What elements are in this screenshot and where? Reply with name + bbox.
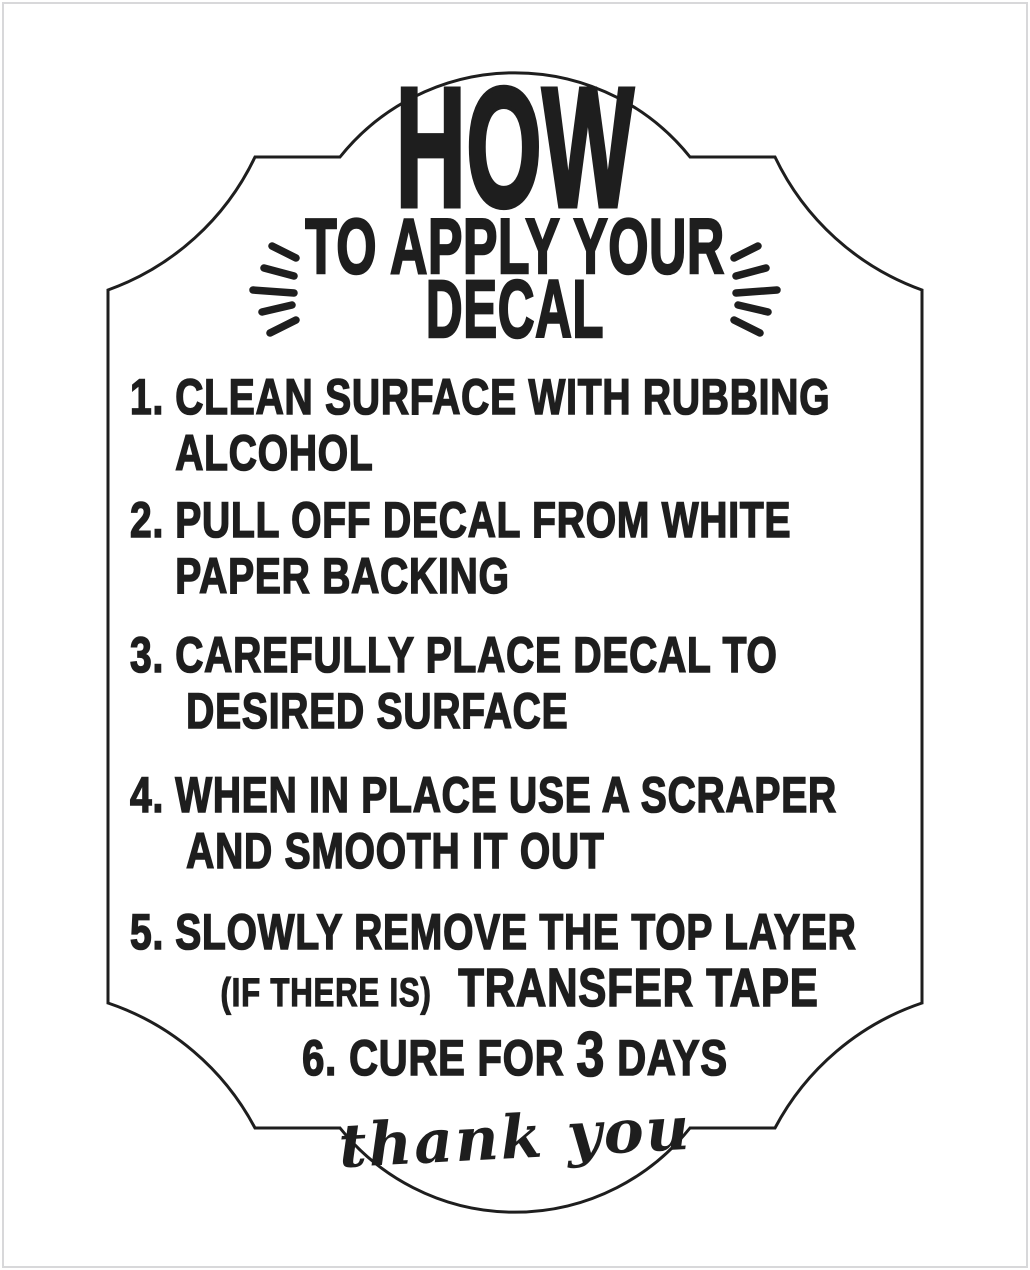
burst-right-icon <box>734 246 777 333</box>
step-text-line: SLOWLY REMOVE THE TOP LAYER <box>175 904 857 960</box>
step-text-line: ALCOHOL <box>175 425 374 481</box>
burst-left-icon <box>253 246 296 333</box>
cure-days-number: 3 <box>576 1020 606 1090</box>
step-number: 2. <box>130 492 165 548</box>
step-text-pre: CURE FOR <box>349 1030 565 1086</box>
thank-you-script: thank you <box>337 1093 693 1183</box>
step-number: 4. <box>130 767 165 823</box>
title-line2: TO APPLY YOUR <box>305 202 725 290</box>
step-item-1 <box>130 369 830 481</box>
step-number: 5. <box>130 904 165 960</box>
title-line3: DECAL <box>425 264 605 355</box>
step-item-6 <box>302 1020 728 1090</box>
step-number: 6. <box>302 1030 338 1086</box>
step-item-3 <box>130 627 778 739</box>
step-text-line: CAREFULLY PLACE DECAL TO <box>175 627 778 683</box>
step-item-5 <box>130 904 857 1021</box>
step-text-post: DAYS <box>617 1030 728 1086</box>
step-item-2 <box>130 492 791 604</box>
transfer-tape-text: TRANSFER TAPE <box>458 958 819 1018</box>
step-text-line: PULL OFF DECAL FROM WHITE <box>175 492 792 548</box>
title-how: HOW <box>395 53 635 243</box>
step-text-line: PAPER BACKING <box>175 548 510 604</box>
parenthetical-note: (IF THERE IS) <box>220 971 432 1015</box>
step-text-line <box>220 960 856 1021</box>
step-item-4 <box>130 767 837 879</box>
step-text-line: AND SMOOTH IT OUT <box>186 823 605 879</box>
step-number: 3. <box>130 627 165 683</box>
step-text-line: CLEAN SURFACE WITH RUBBING <box>175 369 831 425</box>
step-number: 1. <box>130 369 165 425</box>
step-text-line: DESIRED SURFACE <box>186 683 569 739</box>
step-text-line: WHEN IN PLACE USE A SCRAPER <box>175 767 837 823</box>
